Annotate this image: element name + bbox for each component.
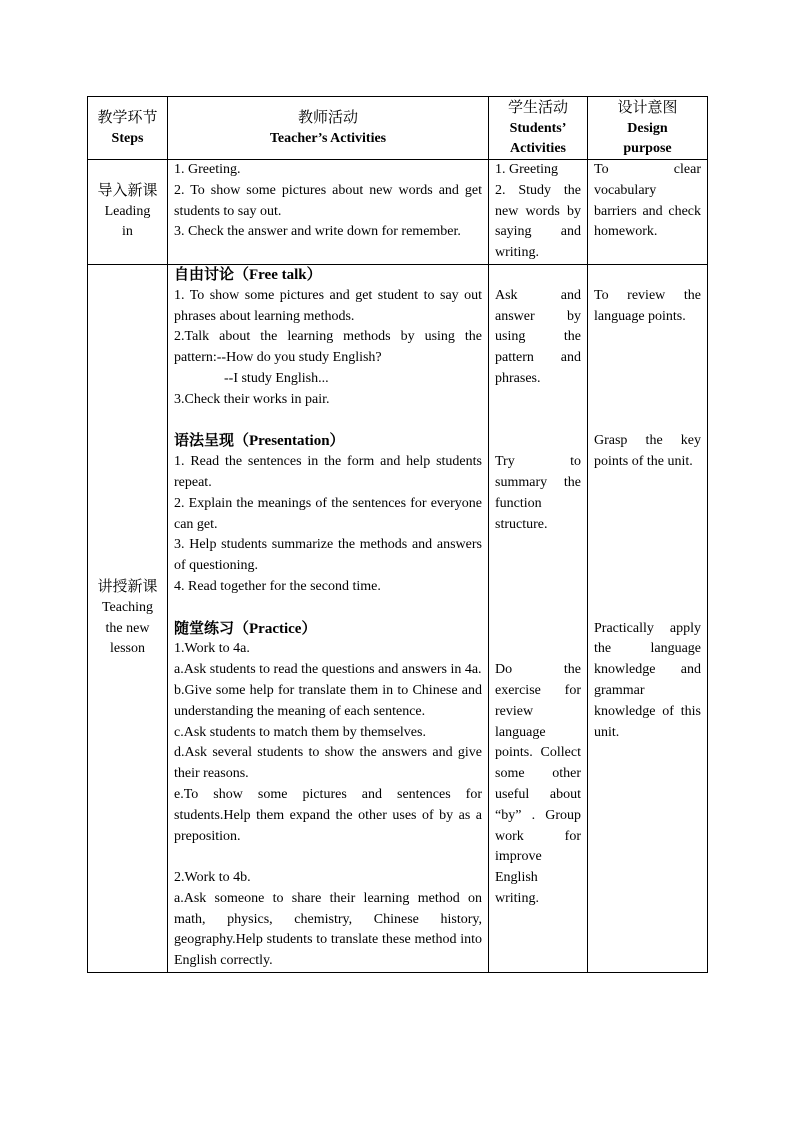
lesson-plan-table — [87, 96, 708, 973]
steps-header-zh: 教学环节 — [97, 110, 158, 126]
teacher-line: 1. Greeting. — [174, 162, 241, 177]
teaching-en-1: Teaching — [101, 599, 154, 615]
teacher-line: c.Ask students to match them by themselves. — [174, 724, 426, 740]
leading-in-row — [88, 160, 708, 265]
teacher-line: 2. Explain the meanings of the sentences for everyone can get. — [174, 495, 482, 532]
steps-header-en: Steps — [111, 131, 144, 146]
teacher-header — [168, 97, 489, 160]
teacher-line: a.Ask someone to share their learning method on math, physics, chemistry, Chinese history, geography.Help students to translate these method into English correctly. — [174, 890, 482, 969]
teacher-line: e.To show some pictures and sentences for students.Help them expand the other uses of by as a preposition. — [174, 786, 482, 844]
teaching-en-2: the new — [105, 620, 150, 636]
teacher-line: 1.Work to 4a. — [174, 641, 250, 657]
students-header-zh: 学生活动 — [507, 100, 568, 116]
leading-in-teacher — [168, 160, 489, 265]
leading-in-en-1: Leading — [104, 203, 151, 219]
teacher-line: 2.Talk about the learning methods by using the pattern:--How do you study English? — [174, 329, 482, 366]
leading-in-design — [588, 160, 708, 265]
teacher-line: 3.Check their works in pair. — [174, 391, 330, 407]
leading-in-zh: 导入新课 — [97, 182, 158, 199]
design-practice: Practically apply the language knowledge and grammar knowledge of this unit. — [594, 620, 701, 740]
teaching-en-3: lesson — [110, 641, 145, 657]
practice-heading: 随堂练习（Practice） — [174, 620, 317, 637]
teacher-line: 3. Check the answer and write down for remember. — [174, 224, 461, 240]
design-free-talk: To review the language points. — [594, 287, 701, 324]
design-presentation: Grasp the key points of the unit. — [594, 433, 701, 470]
teacher-header-en: Teacher’s Activities — [269, 131, 387, 146]
teaching-row — [88, 264, 708, 972]
teaching-teacher — [168, 264, 489, 972]
design-header-en-1: Design — [627, 121, 668, 136]
students-presentation: Try to summary the function structure. — [495, 454, 581, 532]
teacher-line: 2. To show some pictures about new words and get students to say out. — [174, 182, 482, 219]
students-header-en-2: Activities — [510, 141, 566, 156]
steps-header — [88, 97, 168, 160]
teacher-line: b.Give some help for translate them in to Chinese and understanding the meaning of each sentence. — [174, 682, 482, 719]
presentation-heading: 语法呈现（Presentation） — [174, 433, 345, 450]
header-row — [88, 97, 708, 160]
design-header-zh: 设计意图 — [617, 100, 678, 116]
teaching-step — [88, 264, 168, 972]
free-talk-heading: 自由讨论（Free talk） — [174, 266, 322, 283]
leading-in-step — [88, 160, 168, 265]
students-line: 1. Greeting — [495, 162, 558, 177]
teacher-line: 1. To show some pictures and get student to say out phrases about learning methods. — [174, 287, 482, 324]
leading-in-students — [489, 160, 588, 265]
teacher-line: --I study English... — [224, 370, 329, 386]
students-header — [489, 97, 588, 160]
teaching-students — [489, 264, 588, 972]
students-line: 2. Study the new words by saying and writing. — [495, 182, 581, 261]
teacher-line: d.Ask several students to show the answers and give their reasons. — [174, 745, 482, 782]
teacher-line: 3. Help students summarize the methods and answers of questioning. — [174, 537, 482, 574]
teacher-line: 2.Work to 4b. — [174, 870, 251, 886]
teacher-line: 4. Read together for the second time. — [174, 578, 381, 594]
students-header-en-1: Students’ — [509, 121, 567, 136]
teacher-line: 1. Read the sentences in the form and help students repeat. — [174, 454, 482, 490]
teacher-header-zh: 教师活动 — [297, 110, 358, 126]
students-practice: Do the exercise for review language points. Collect some other useful about “by” . Group work for improve English writing. — [495, 662, 581, 906]
students-free-talk: Ask and answer by using the pattern and phrases. — [495, 287, 581, 386]
design-text: To clear vocabulary barriers and check homework. — [594, 162, 701, 240]
leading-in-en-2: in — [122, 224, 133, 240]
teaching-zh: 讲授新课 — [97, 578, 158, 595]
teaching-design — [588, 264, 708, 972]
design-header-en-2: purpose — [623, 141, 672, 156]
design-header — [588, 97, 708, 160]
teacher-line: a.Ask students to read the questions and answers in 4a. — [174, 662, 482, 678]
